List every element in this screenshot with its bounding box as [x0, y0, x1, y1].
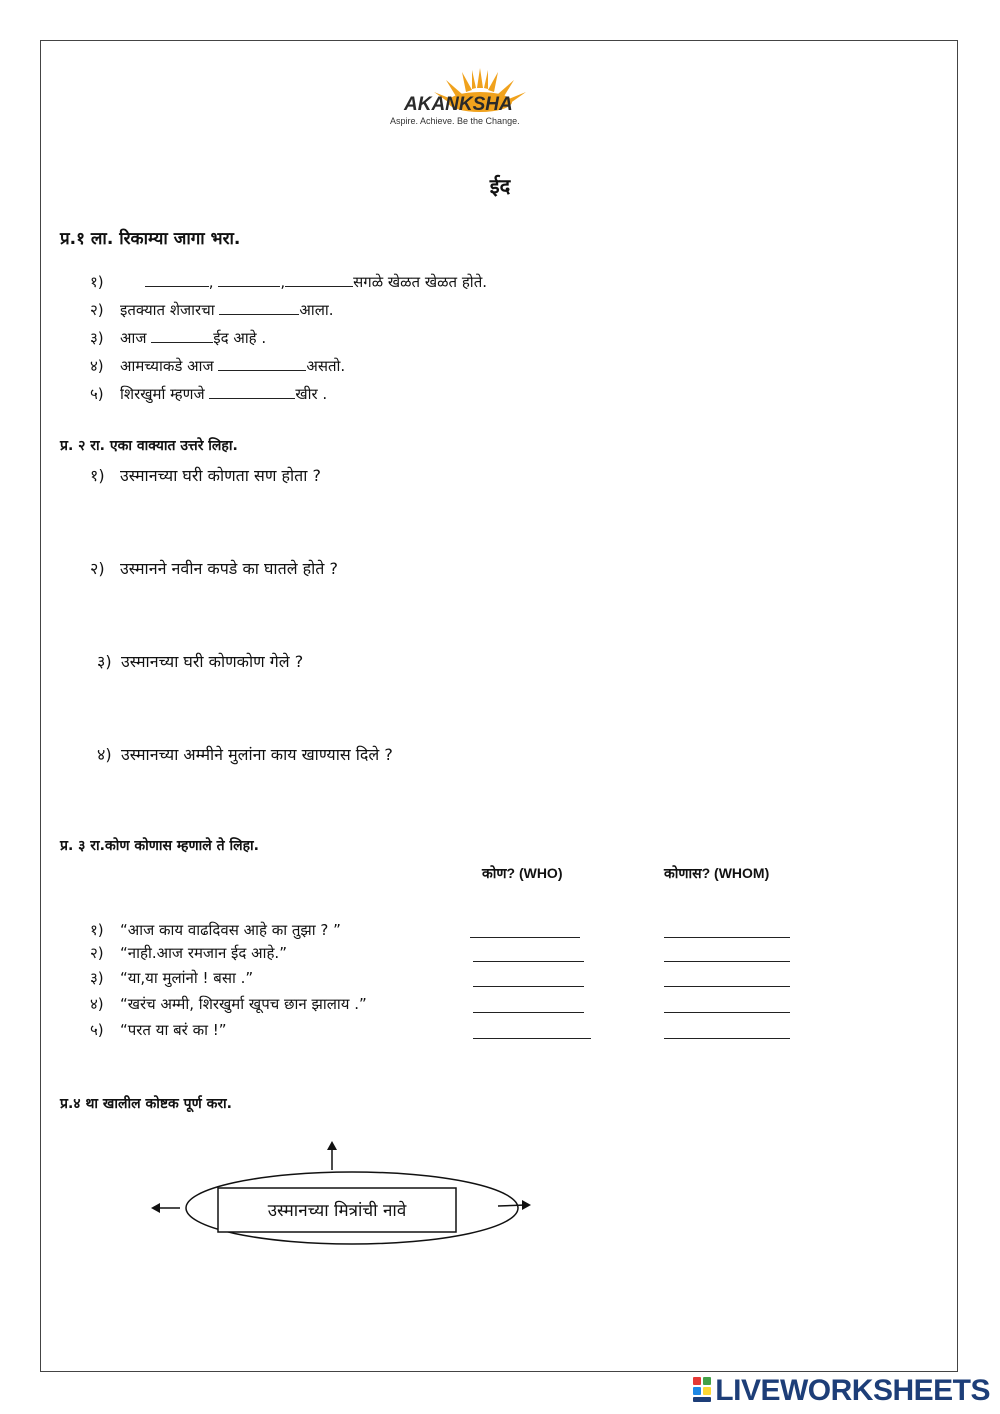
quote-text: “खरंच अम्मी, शिरखुर्मा खूपच छान झालाय .” — [120, 995, 367, 1013]
question-1 — [90, 464, 321, 486]
liveworksheets-watermark[interactable] — [693, 1374, 990, 1410]
who-answer-line[interactable] — [473, 961, 584, 962]
answer-blank[interactable] — [151, 328, 213, 343]
logo-brand: AKANKSHA — [404, 94, 513, 115]
separator: , — [280, 273, 286, 291]
fill-item-3 — [90, 328, 266, 348]
arrow-right — [498, 1205, 526, 1206]
question-number: ४) — [97, 745, 112, 764]
whom-answer-line[interactable] — [664, 961, 790, 962]
item-number: २) — [90, 301, 104, 319]
item-number: ५) — [90, 385, 104, 403]
quote-row-3 — [90, 968, 253, 988]
item-text: असतो. — [306, 357, 346, 375]
item-text: आमच्याकडे आज — [120, 357, 219, 375]
fill-item-1 — [90, 272, 487, 292]
whom-answer-line[interactable] — [664, 986, 790, 987]
quote-text: “आज काय वाढदिवस आहे का तुझा ? ” — [120, 921, 341, 939]
question-text: उस्मानच्या घरी कोणकोण गेले ? — [121, 652, 304, 671]
item-text: सगळे खेळत खेळत होते. — [353, 273, 488, 291]
question-4 — [97, 743, 393, 765]
arrow-up-head — [327, 1141, 337, 1150]
arrow-left-head — [151, 1203, 160, 1213]
answer-blank[interactable] — [219, 300, 299, 315]
item-number: १) — [90, 273, 104, 291]
akanksha-logo — [390, 66, 570, 130]
quote-row-5 — [90, 1020, 227, 1040]
answer-blank[interactable] — [218, 272, 280, 287]
item-number: ३) — [90, 329, 104, 347]
row-number: २) — [90, 944, 104, 962]
friends-box-label: उस्मानच्या मित्रांची नावे — [267, 1201, 407, 1221]
section2-heading: प्र. २ रा. एका वाक्यात उत्तरे लिहा. — [60, 438, 238, 454]
item-text: खीर . — [295, 385, 328, 403]
logo-tagline: Aspire. Achieve. Be the Change. — [390, 116, 520, 126]
row-number: ३) — [90, 969, 104, 987]
answer-blank[interactable] — [218, 356, 306, 371]
item-text: ईद आहे . — [213, 329, 267, 347]
column-whom: कोणास? (WHOM) — [664, 865, 770, 881]
quote-row-4 — [90, 994, 367, 1014]
question-number: ३) — [97, 652, 112, 671]
question-text: उस्मानने नवीन कपडे का घातले होते ? — [120, 559, 338, 578]
liveworksheets-icon — [693, 1377, 711, 1403]
question-3 — [97, 650, 303, 672]
item-text: आला. — [299, 301, 334, 319]
who-answer-line[interactable] — [473, 986, 584, 987]
question-number: १) — [90, 466, 105, 485]
whom-answer-line[interactable] — [664, 1038, 790, 1039]
item-text: इतक्यात शेजारचा — [120, 301, 220, 319]
question-number: २) — [90, 559, 105, 578]
row-number: ४) — [90, 995, 104, 1013]
who-answer-line[interactable] — [470, 937, 580, 938]
section4-heading: प्र.४ था खालील कोष्टक पूर्ण करा. — [60, 1096, 232, 1112]
row-number: १) — [90, 921, 104, 939]
sun-icon — [390, 66, 570, 130]
quote-text: “या,या मुलांनो ! बसा .” — [120, 969, 254, 987]
quote-text: “परत या बरं का !” — [120, 1021, 227, 1039]
answer-blank[interactable] — [145, 272, 209, 287]
item-text: आज — [120, 329, 152, 347]
fill-item-5 — [90, 384, 327, 404]
quote-row-2 — [90, 943, 287, 963]
item-number: ४) — [90, 357, 104, 375]
section1-heading: प्र.१ ला. रिकाम्या जागा भरा. — [60, 229, 241, 249]
whom-answer-line[interactable] — [664, 937, 790, 938]
who-answer-line[interactable] — [473, 1038, 591, 1039]
question-text: उस्मानच्या अम्मीने मुलांना काय खाण्यास दिले ? — [121, 745, 393, 764]
friends-diagram — [140, 1138, 540, 1254]
section3-heading: प्र. ३ रा.कोण कोणास म्हणाले ते लिहा. — [60, 838, 259, 854]
quote-text: “नाही.आज रमजान ईद आहे.” — [120, 944, 287, 962]
question-2 — [90, 557, 338, 579]
arrow-right-head — [522, 1200, 531, 1210]
who-answer-line[interactable] — [473, 1012, 584, 1013]
question-text: उस्मानच्या घरी कोणता सण होता ? — [120, 466, 321, 485]
row-number: ५) — [90, 1021, 104, 1039]
answer-blank[interactable] — [285, 272, 353, 287]
whom-answer-line[interactable] — [664, 1012, 790, 1013]
page-title: ईद — [489, 174, 511, 198]
fill-item-2 — [90, 300, 334, 320]
item-text: शिरखुर्मा म्हणजे — [120, 385, 210, 403]
fill-item-4 — [90, 356, 345, 376]
answer-blank[interactable] — [209, 384, 295, 399]
watermark-text: LIVEWORKSHEETS — [715, 1374, 990, 1407]
quote-row-1 — [90, 920, 341, 940]
separator: , — [208, 273, 219, 291]
column-who: कोण? (WHO) — [482, 865, 563, 881]
